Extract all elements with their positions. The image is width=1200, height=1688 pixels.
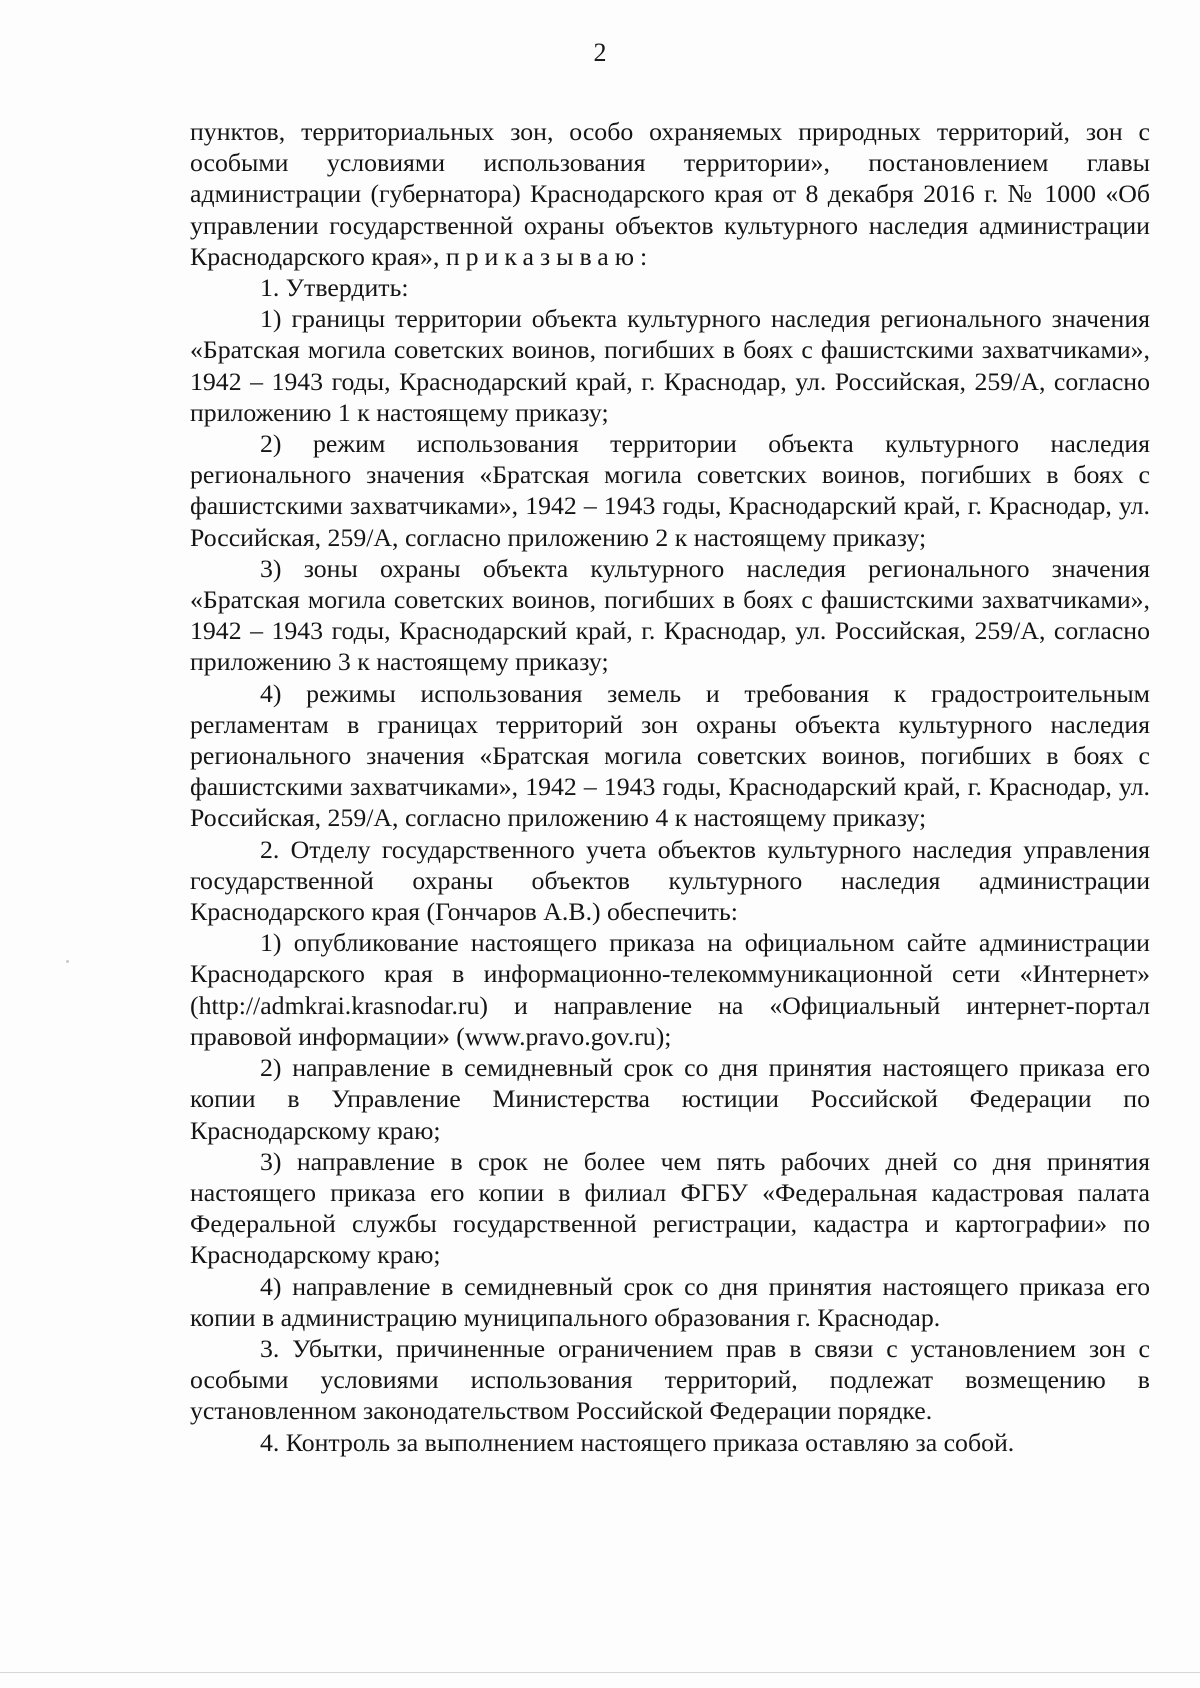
paragraph-item-1-4: 4) режимы использования земель и требования к градостроительным регламентам в границах территорий зон охраны объекта культурного наследия регионального значения «Братская могила советских воинов, погибших в боях с фашистскими захватчиками», 1942 – 1943 годы, Краснодарский край, г. Краснодар, ул. Российская, 259/А, согласно приложению 4 к настоящему приказу; [190, 678, 1150, 833]
paragraph-item-2-4: 4) направление в семидневный срок со дня принятия настоящего приказа его копии в администрацию муниципального образования г. Краснодар. [190, 1271, 1150, 1332]
order-word: приказываю: [445, 241, 654, 271]
paragraph-item-1: 1. Утвердить: [260, 273, 409, 303]
paragraph-item-3: 3. Убытки, причиненные ограничением прав в связи с установлением зон с особыми условиями использования территорий, подлежат возмещению в установленном законодательством Российской Федерации порядке. [190, 1333, 1150, 1426]
paragraph-preamble [190, 116, 1150, 272]
preamble-text: пунктов, территориальных зон, особо охраняемых природных территорий, зон с особыми условиями использования территории», постановлением главы администрации (губернатора) Краснодарского края от 8 декабря 2016 г. № 1000 «Об управлении государственной охраны объектов культурного наследия администрации Краснодарского края», [190, 117, 1150, 271]
paragraph-item-2: 2. Отделу государственного учета объектов культурного наследия управления государственной охраны объектов культурного наследия администрации Краснодарского края (Гончаров А.В.) обеспечить: [190, 834, 1150, 927]
paragraph-item-2-3: 3) направление в срок не более чем пять рабочих дней со дня принятия настоящего приказа его копии в филиал ФГБУ «Федеральная кадастровая палата Федеральной службы государственной регистрации, кадастра и картографии» по Краснодарскому краю; [190, 1146, 1150, 1270]
paragraph-item-1-3: 3) зоны охраны объекта культурного наследия регионального значения «Братская могила советских воинов, погибших в боях с фашистскими захватчиками», 1942 – 1943 годы, Краснодарский край, г. Краснодар, ул. Российская, 259/А, согласно приложению 3 к настоящему приказу; [190, 553, 1150, 677]
scan-speck [66, 960, 69, 963]
paragraph-item-2-1: 1) опубликование настоящего приказа на официальном сайте администрации Краснодарского края в информационно-телекоммуникационной сети «Интернет» (http://admkrai.krasnodar.ru) и направление на «Официальный интернет-портал правовой информации» (www.pravo.gov.ru); [190, 928, 1150, 1051]
paragraph-item-2-2: 2) направление в семидневный срок со дня принятия настоящего приказа его копии в Управление Министерства юстиции Российской Федерации по Краснодарскому краю; [190, 1053, 1150, 1145]
paragraph-item-4: 4. Контроль за выполнением настоящего приказа оставляю за собой. [260, 1427, 1015, 1457]
page-number: 2 [593, 38, 607, 67]
scan-edge-line [0, 1672, 1200, 1673]
document-body [190, 116, 1150, 1458]
paragraph-item-1-2: 2) режим использования территории объекта культурного наследия регионального значения «Братская могила советских воинов, погибших в боях с фашистскими захватчиками», 1942 – 1943 годы, Краснодарский край, г. Краснодар, ул. Российская, 259/А, согласно приложению 2 к настоящему приказу; [190, 429, 1150, 552]
paragraph-item-1-1: 1) границы территории объекта культурного наследия регионального значения «Братская могила советских воинов, погибших в боях с фашистскими захватчиками», 1942 – 1943 годы, Краснодарский край, г. Краснодар, ул. Российская, 259/А, согласно приложению 1 к настоящему приказу; [190, 304, 1150, 427]
